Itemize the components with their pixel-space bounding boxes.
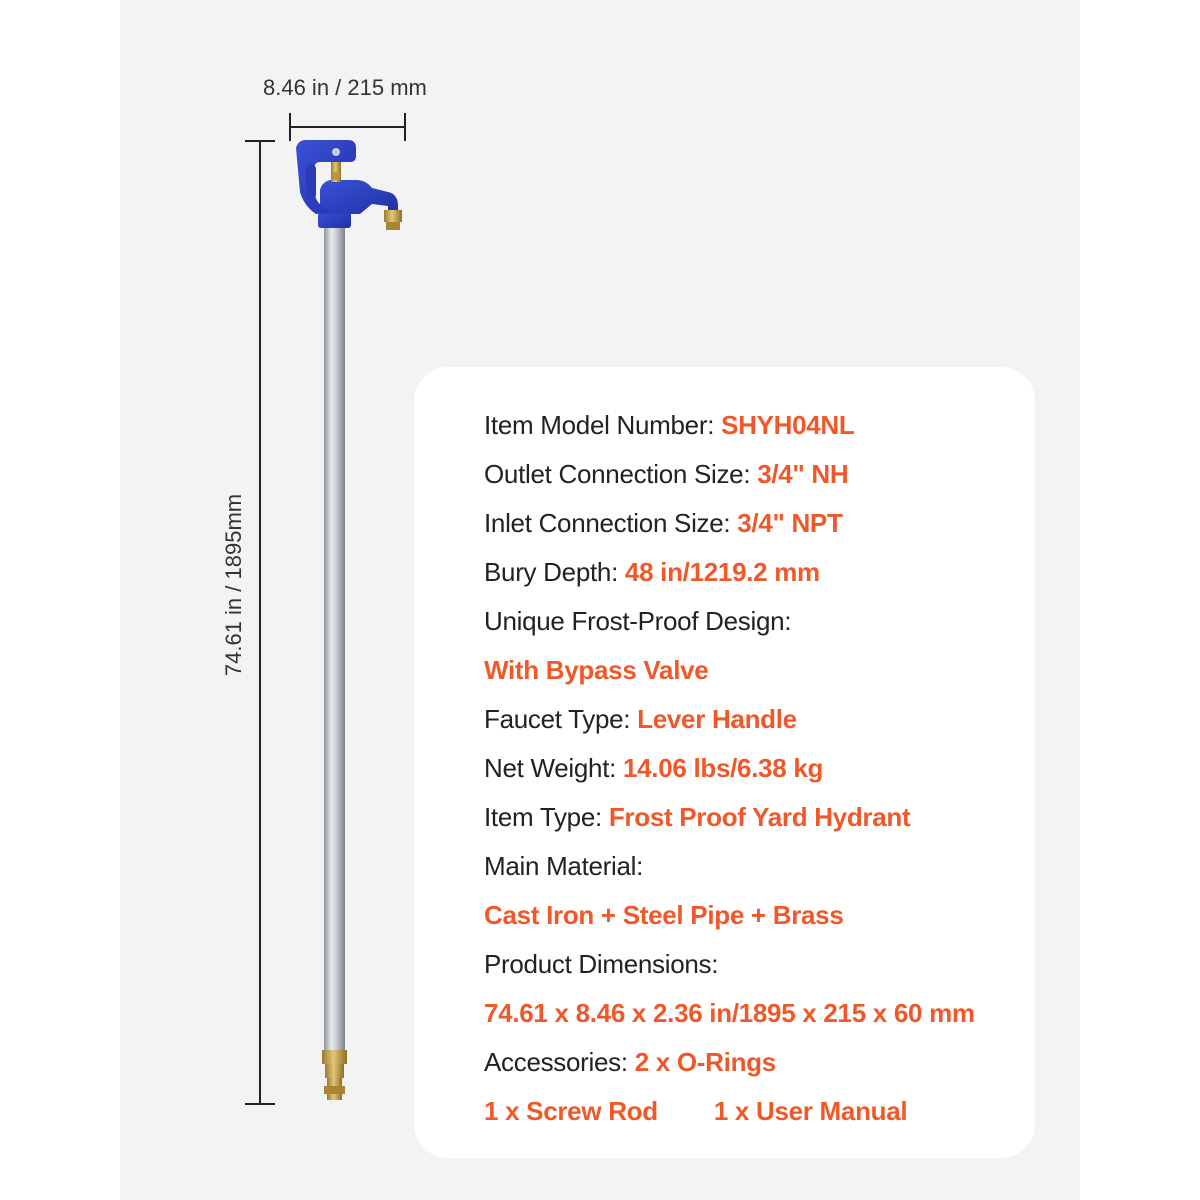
accessory-user-manual: 1 x User Manual [713, 1096, 908, 1126]
brass-outlet [384, 210, 402, 222]
spec-faucet-type [484, 704, 797, 735]
brass-coupling [322, 1050, 347, 1064]
spec-item-type [484, 802, 910, 833]
spec-value: 48 in/1219.2 mm [624, 557, 820, 587]
spec-label: Unique Frost-Proof Design: [484, 606, 792, 636]
spec-label: Net Weight: [484, 753, 623, 783]
width-dimension-label: 8.46 in / 215 mm [263, 75, 427, 100]
spec-label: Main Material: [484, 851, 644, 881]
spec-accessories [484, 1047, 776, 1078]
spec-label: Accessories: [484, 1047, 635, 1077]
spec-label: Outlet Connection Size: [484, 459, 758, 489]
spec-label: Bury Depth: [484, 557, 625, 587]
spec-label: Inlet Connection Size: [484, 508, 738, 538]
spec-value: SHYH04NL [721, 410, 855, 440]
spec-value: 14.06 lbs/6.38 kg [622, 753, 824, 783]
spec-dimensions-value [484, 998, 975, 1029]
spec-model [484, 410, 854, 441]
spec-value: Frost Proof Yard Hydrant [608, 802, 911, 832]
spec-value: 3/4" NH [757, 459, 849, 489]
spec-dimensions-label [484, 949, 718, 980]
spec-label: Faucet Type: [484, 704, 638, 734]
height-dimension-label: 74.61 in / 1895mm [221, 493, 246, 677]
spec-label: Product Dimensions: [484, 949, 719, 979]
spec-value: Cast Iron + Steel Pipe + Brass [484, 900, 844, 930]
spec-label: Item Model Number: [484, 410, 722, 440]
spec-design-value [484, 655, 708, 686]
spec-outlet [484, 459, 848, 490]
spec-design-label [484, 606, 791, 637]
accessory-screw-rod: 1 x Screw Rod [484, 1096, 658, 1126]
spec-accessories-more [484, 1096, 907, 1127]
spec-value: 74.61 x 8.46 x 2.36 in/1895 x 215 x 60 mm [484, 998, 975, 1028]
spec-value: 3/4" NPT [737, 508, 843, 538]
steel-pipe [324, 222, 345, 1052]
spec-bury-depth [484, 557, 820, 588]
spec-value: Lever Handle [637, 704, 797, 734]
spec-net-weight [484, 753, 823, 784]
spec-label: Item Type: [484, 802, 609, 832]
spec-inlet [484, 508, 843, 539]
spec-value: With Bypass Valve [484, 655, 709, 685]
spec-material-value [484, 900, 844, 931]
hydrant-head [318, 212, 351, 228]
spec-material-label [484, 851, 643, 882]
spec-value: 2 x O-Rings [634, 1047, 776, 1077]
